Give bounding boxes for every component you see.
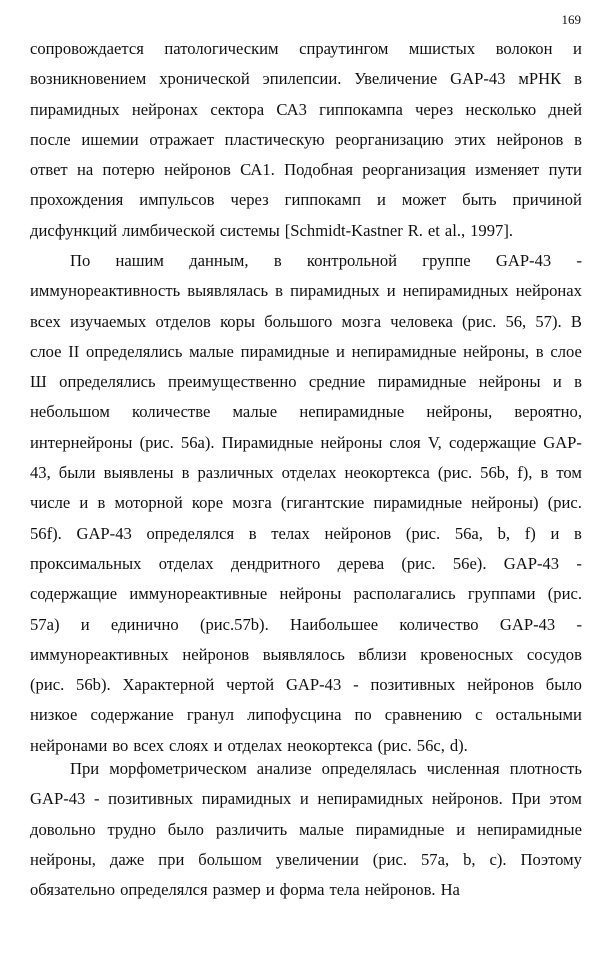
word: и	[335, 341, 345, 361]
word: 1997].	[470, 220, 513, 240]
word: На	[440, 880, 460, 900]
word: числе	[30, 493, 71, 513]
word: в	[574, 129, 582, 149]
word: GAP-	[543, 432, 582, 452]
word: 57а,	[420, 849, 450, 869]
text-line	[30, 185, 582, 215]
word: анализе	[256, 759, 312, 778]
word: в	[540, 463, 549, 483]
word: было	[545, 675, 582, 695]
word: иммунореактивные	[129, 584, 268, 604]
word: неокортекса	[287, 735, 373, 755]
word: нейроны	[320, 432, 383, 452]
word: слое	[550, 341, 582, 361]
word: в	[275, 281, 283, 301]
word: При	[511, 789, 541, 809]
word: f)	[524, 523, 536, 543]
word: дерева	[337, 553, 385, 573]
word: и	[213, 735, 223, 755]
word: остальными	[495, 705, 582, 725]
word: различных	[197, 463, 274, 483]
word: содержащие	[30, 584, 118, 604]
word: Наибольшее	[290, 614, 379, 634]
word: эпилепсии.	[262, 69, 342, 89]
word: b,	[497, 523, 511, 543]
word: GAP-43	[495, 251, 552, 270]
word: -	[93, 789, 100, 809]
word: -	[353, 675, 359, 695]
word: d).	[449, 735, 468, 755]
word: вблизи	[358, 644, 407, 664]
word: нейроны,	[426, 402, 493, 422]
word: GAP-43	[499, 614, 556, 634]
word: может	[401, 190, 447, 210]
word: слоях	[169, 735, 209, 755]
word: et	[427, 220, 440, 240]
word: небольшом	[30, 402, 110, 422]
text-line	[30, 34, 582, 64]
text-line	[30, 640, 582, 670]
word: и	[573, 39, 582, 58]
word: 56,	[505, 311, 527, 331]
word: при	[158, 849, 185, 869]
word: пирамидные	[355, 819, 445, 839]
word: и	[80, 614, 90, 634]
word: (рис.	[405, 523, 441, 543]
word: группами	[467, 584, 536, 604]
word: сектора	[210, 99, 265, 119]
word: этом	[549, 789, 582, 809]
text-line	[30, 246, 582, 276]
word: содержание	[90, 705, 174, 725]
word: во	[112, 735, 129, 755]
word: СА3	[276, 99, 307, 119]
word: вероятно,	[514, 402, 582, 422]
word: содержащие	[448, 432, 537, 452]
word: лимбической	[122, 220, 215, 240]
word: (гигантские	[280, 493, 365, 513]
word: выявлялось	[262, 644, 345, 664]
word: быть	[462, 190, 497, 210]
word: ответ	[30, 160, 68, 180]
word: чертой	[226, 675, 275, 695]
word: 56с,	[416, 735, 445, 755]
word: слоя	[389, 432, 421, 452]
text-line	[30, 64, 582, 94]
word: пирамидные	[373, 493, 463, 513]
word: c).	[489, 849, 507, 869]
text-line	[30, 519, 582, 549]
text-line	[30, 458, 582, 488]
word: нейронов	[467, 675, 534, 695]
word: иммунореактивность	[30, 281, 181, 301]
word: нашим	[115, 251, 164, 270]
word: 56a,	[454, 523, 483, 543]
word: определялись	[86, 341, 183, 361]
word: (рис.57b).	[199, 614, 269, 634]
word: форма	[279, 880, 325, 900]
word: GAP-43	[285, 675, 342, 695]
word: и	[79, 493, 89, 513]
text-line	[30, 307, 582, 337]
word: было	[167, 819, 204, 839]
word: пути	[548, 160, 582, 180]
word: отделов	[155, 311, 211, 331]
text-line	[30, 549, 582, 579]
paragraph-3	[30, 754, 582, 905]
word: GAP-43	[503, 553, 560, 573]
word: V,	[427, 432, 442, 452]
word: непирамидные	[351, 341, 457, 361]
word: 57).	[535, 311, 562, 331]
word: группе	[422, 251, 471, 270]
word: Пирамидные	[221, 432, 314, 452]
word: располагались	[353, 584, 456, 604]
word: отражает	[149, 129, 214, 149]
word: всех	[30, 311, 61, 331]
word: отделах	[227, 735, 283, 755]
word: -	[576, 553, 582, 573]
text-line	[30, 428, 582, 458]
word: позитивных	[108, 789, 194, 809]
text-line	[30, 670, 582, 700]
word: в	[535, 341, 544, 361]
text-line	[30, 610, 582, 640]
word: этих	[454, 129, 486, 149]
word: непирамидных	[317, 789, 424, 809]
word: и	[550, 523, 560, 543]
word: причиной	[512, 190, 582, 210]
word: численная	[426, 759, 500, 778]
word: системы	[219, 220, 280, 240]
word: отделах	[281, 463, 337, 483]
text-line	[30, 125, 582, 155]
word: и	[299, 789, 309, 809]
word: в	[248, 523, 257, 543]
word: -	[576, 251, 582, 270]
word: довольно	[30, 819, 96, 839]
text-line	[30, 875, 582, 905]
word: нейронов	[182, 644, 250, 664]
word: нейроны	[279, 584, 342, 604]
word: человека	[390, 311, 453, 331]
word: пирамидных	[30, 99, 120, 119]
word: большого	[264, 311, 333, 331]
word: реорганизация	[362, 160, 466, 180]
word: нейронов.	[431, 789, 503, 809]
word: в	[97, 493, 106, 513]
word: Увеличение	[354, 69, 438, 89]
word: определялась	[321, 759, 417, 778]
word: контрольной	[306, 251, 398, 270]
word: ишемии	[81, 129, 139, 149]
word: Подобная	[284, 160, 353, 180]
text-line	[30, 488, 582, 518]
word: морфометрическом	[109, 759, 247, 778]
word: трудно	[107, 819, 156, 839]
word: СА1.	[240, 160, 275, 180]
text-line	[30, 367, 582, 397]
text-line	[30, 337, 582, 367]
word: кровеносных	[420, 644, 514, 664]
word: пирамидные	[240, 341, 330, 361]
word: выявлены	[103, 463, 174, 483]
word: II	[68, 341, 80, 361]
word: нейроны,	[463, 341, 530, 361]
word: волокон	[495, 39, 553, 58]
word: 56а).	[180, 432, 215, 452]
word: дендритного	[230, 553, 321, 573]
word: (рис.	[437, 463, 473, 483]
word: выявлялась	[187, 281, 269, 301]
word: R.	[407, 220, 423, 240]
word: пирамидные	[377, 372, 467, 392]
word: нейронами	[30, 735, 108, 755]
word: потерю	[102, 160, 155, 180]
word: -	[576, 614, 582, 634]
word: нейронов	[496, 129, 564, 149]
word: По	[70, 251, 91, 270]
word: увеличении	[275, 849, 359, 869]
word: 56е).	[452, 553, 487, 573]
word: b,	[463, 849, 476, 869]
word: малые	[189, 341, 234, 361]
word: и	[376, 190, 386, 210]
word: сравнению	[384, 705, 463, 725]
text-line	[30, 155, 582, 185]
word: даже	[109, 849, 145, 869]
word: слое	[30, 341, 62, 361]
word: изучаемых	[69, 311, 147, 331]
text-line	[30, 784, 582, 814]
word: единично	[110, 614, 179, 634]
word: тела	[329, 880, 360, 900]
word: дисфункций	[30, 220, 118, 240]
word: нейронов.	[364, 880, 436, 900]
word: после	[30, 129, 71, 149]
word: Поэтому	[520, 849, 582, 869]
word: плотность	[509, 759, 582, 778]
word: (рис.	[372, 849, 408, 869]
word: мРНК	[518, 69, 562, 89]
word: в	[273, 251, 282, 270]
word: (рис.	[401, 553, 436, 573]
word: определялся	[120, 880, 208, 900]
word: телах	[271, 523, 310, 543]
word: в	[574, 523, 582, 543]
word: неокортекса	[344, 463, 430, 483]
word: f),	[517, 463, 533, 483]
text-line	[30, 216, 582, 246]
word: В	[570, 311, 582, 331]
word: на	[76, 160, 94, 180]
word: всех	[133, 735, 165, 755]
word: размер	[212, 880, 261, 900]
word: данным,	[189, 251, 249, 270]
word: и	[456, 819, 466, 839]
word: Ш	[30, 372, 47, 392]
word: количество	[399, 614, 479, 634]
text-line	[30, 815, 582, 845]
word: дней	[548, 99, 582, 119]
word: сопровождается	[30, 39, 144, 58]
paragraph-2	[30, 246, 582, 761]
word: низкое	[30, 705, 78, 725]
word: 56f).	[30, 523, 62, 543]
word: по	[354, 705, 372, 725]
word: непирамидные	[477, 819, 582, 839]
word: в	[574, 69, 582, 89]
word: возникновением	[30, 69, 147, 89]
word: отделах	[158, 553, 214, 573]
word: нейроны,	[30, 849, 96, 869]
word: были	[58, 463, 96, 483]
text-line	[30, 845, 582, 875]
page-number: 169	[561, 12, 581, 27]
paragraph-1	[30, 34, 582, 246]
word: патологическим	[164, 39, 279, 58]
word: пластическую	[224, 129, 325, 149]
word: позитивных	[370, 675, 456, 695]
word: обязательно	[30, 880, 116, 900]
word: GAP-43	[76, 523, 132, 543]
word: определялись	[59, 372, 156, 392]
word: изменяет	[475, 160, 540, 180]
word: различить	[215, 819, 288, 839]
word: 43,	[30, 463, 51, 483]
word: (рис.	[139, 432, 174, 452]
word: непирамидные	[299, 402, 405, 422]
word: (рис.	[462, 311, 497, 331]
word: (рис.	[547, 584, 582, 604]
word: импульсов	[139, 190, 215, 210]
word: через	[230, 190, 269, 210]
word: большом	[198, 849, 262, 869]
text-line	[30, 579, 582, 609]
word: мшистых	[408, 39, 476, 58]
word: нейронов	[164, 160, 231, 180]
word: нейронов	[324, 523, 392, 543]
word: гранул	[186, 705, 235, 725]
word: al.,	[444, 220, 466, 240]
word: непирамидных	[402, 281, 509, 301]
word: определялся	[146, 523, 235, 543]
word: [Schmidt-Kastner	[284, 220, 403, 240]
word: в	[574, 372, 582, 392]
text-line	[30, 95, 582, 125]
word: 57а)	[30, 614, 60, 634]
word: несколько	[465, 99, 537, 119]
word: мозга	[232, 493, 272, 513]
word: средние	[308, 372, 366, 392]
text-line	[30, 276, 582, 306]
word: с	[475, 705, 483, 725]
word: через	[415, 99, 454, 119]
word: мозга	[341, 311, 382, 331]
word: малые	[299, 819, 344, 839]
word: коре	[191, 493, 224, 513]
word: (рис.	[30, 675, 65, 695]
word: Характерной	[122, 675, 215, 695]
word: сосудов	[526, 644, 582, 664]
word: и	[386, 281, 396, 301]
word: 56b,	[480, 463, 510, 483]
word: коры	[220, 311, 256, 331]
word: 56b).	[76, 675, 111, 695]
word: и	[265, 880, 275, 900]
word: количестве	[132, 402, 211, 422]
word: том	[556, 463, 582, 483]
word: преимущественно	[167, 372, 297, 392]
word: спраутингом	[299, 39, 389, 58]
word: (рис.	[377, 735, 412, 755]
word: При	[70, 759, 100, 778]
word: реорганизацию	[335, 129, 444, 149]
word: моторной	[114, 493, 183, 513]
word: малые	[232, 402, 278, 422]
word: хронической	[159, 69, 250, 89]
word: нейроны	[478, 372, 541, 392]
word: GAP-43	[30, 789, 86, 809]
word: гиппокампа	[319, 99, 403, 119]
text-line	[30, 700, 582, 730]
word: нейронах	[515, 281, 582, 301]
word: (рис.	[547, 493, 582, 513]
word: интернейроны	[30, 432, 133, 452]
word: пирамидных	[201, 789, 292, 809]
word: проксимальных	[30, 553, 142, 573]
word: GAP-43	[450, 69, 506, 89]
word: иммунореактивных	[30, 644, 169, 664]
word: в	[181, 463, 190, 483]
word: гиппокамп	[284, 190, 361, 210]
word: пирамидных	[290, 281, 380, 301]
word: прохождения	[30, 190, 124, 210]
text-line	[30, 754, 582, 784]
text-line	[30, 397, 582, 427]
word: нейронах	[131, 99, 199, 119]
word: липофусцина	[247, 705, 342, 725]
word: нейроны)	[471, 493, 539, 513]
word: и	[552, 372, 562, 392]
